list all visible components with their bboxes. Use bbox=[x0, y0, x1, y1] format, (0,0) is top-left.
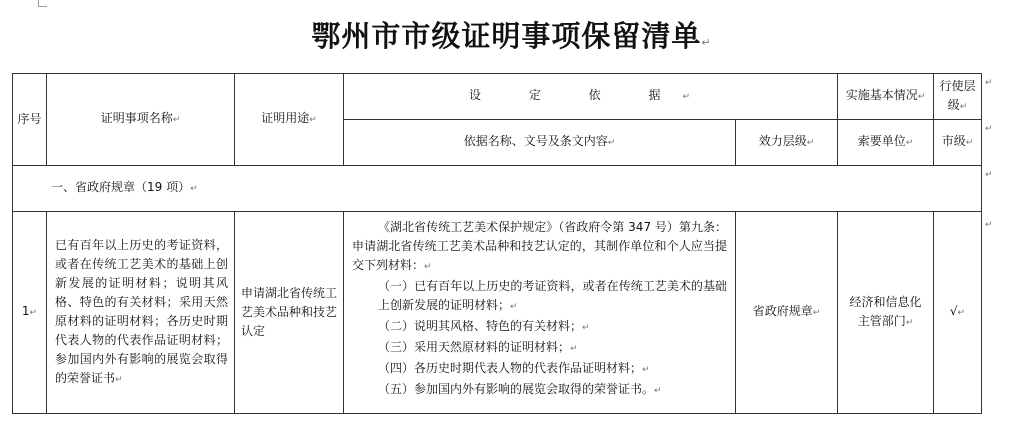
header-level-value: 市级↵ bbox=[934, 120, 982, 166]
header-level: 行使层级↵ bbox=[934, 74, 982, 120]
basis-line: （一）已有百年以上历史的考证资料，或者在传统工艺美术的基础上创新发展的证明材料；↵ bbox=[378, 279, 727, 312]
row-item-name: 已有百年以上历史的考证资料，或者在传统工艺美术的基础上创新发展的证明材料；说明其风格、特色的有关材料；采用天然原材料的证明材料；各历史时期代表人物的代表作品证明材料；参加国内外有影响的展览会取得的荣誉证书↵ bbox=[47, 212, 235, 414]
basis-line: （三）采用天然原材料的证明材料；↵ bbox=[378, 340, 578, 354]
row-end-mark-icon: ↵ bbox=[985, 220, 993, 230]
header-purpose: 证明用途↵ bbox=[235, 74, 344, 166]
header-seq: 序号 bbox=[13, 74, 47, 166]
row-responsible-unit: 经济和信息化主管部门↵ bbox=[838, 212, 934, 414]
basis-line: （五）参加国内外有影响的展览会取得的荣誉证书。↵ bbox=[378, 382, 662, 396]
header-impl-group: 实施基本情况↵ bbox=[838, 74, 934, 120]
header-basis-content: 依据名称、文号及条文内容↵ bbox=[344, 120, 736, 166]
row-level: √↵ bbox=[934, 212, 982, 414]
certification-items-table bbox=[12, 73, 982, 414]
header-responsible-unit: 索要单位↵ bbox=[838, 120, 934, 166]
row-basis-content bbox=[344, 212, 736, 414]
header-basis-group: 设 定 依 据↵ bbox=[344, 74, 838, 120]
paragraph-mark-icon: ↵ bbox=[701, 36, 712, 49]
row-end-mark-icon: ↵ bbox=[985, 170, 993, 180]
row-end-mark-icon: ↵ bbox=[985, 78, 993, 88]
page-title bbox=[0, 14, 1023, 55]
basis-line: （四）各历史时期代表人物的代表作品证明材料；↵ bbox=[378, 361, 650, 375]
row-purpose: 申请湖北省传统工艺美术品种和技艺认定 bbox=[235, 212, 344, 414]
page-corner-mark bbox=[38, 0, 47, 7]
header-row-top bbox=[13, 74, 982, 120]
row-end-mark-icon: ↵ bbox=[985, 124, 993, 134]
row-seq: 1↵ bbox=[13, 212, 47, 414]
title-text: 鄂州市市级证明事项保留清单 bbox=[311, 19, 702, 53]
section-row bbox=[13, 166, 982, 212]
basis-line: 《湖北省传统工艺美术保护规定》（省政府令第 347 号）第九条：申请湖北省传统工艺美术品种和技艺认定的，其制作单位和个人应当提交下列材料：↵ bbox=[352, 220, 727, 272]
header-item-name: 证明事项名称↵ bbox=[47, 74, 235, 166]
basis-line: （二）说明其风格、特色的有关材料；↵ bbox=[378, 319, 590, 333]
section-label: 一、省政府规章（19 项）↵ bbox=[13, 166, 982, 212]
header-effect-level: 效力层级↵ bbox=[736, 120, 838, 166]
row-effect-level: 省政府规章↵ bbox=[736, 212, 838, 414]
table-row bbox=[13, 212, 982, 414]
